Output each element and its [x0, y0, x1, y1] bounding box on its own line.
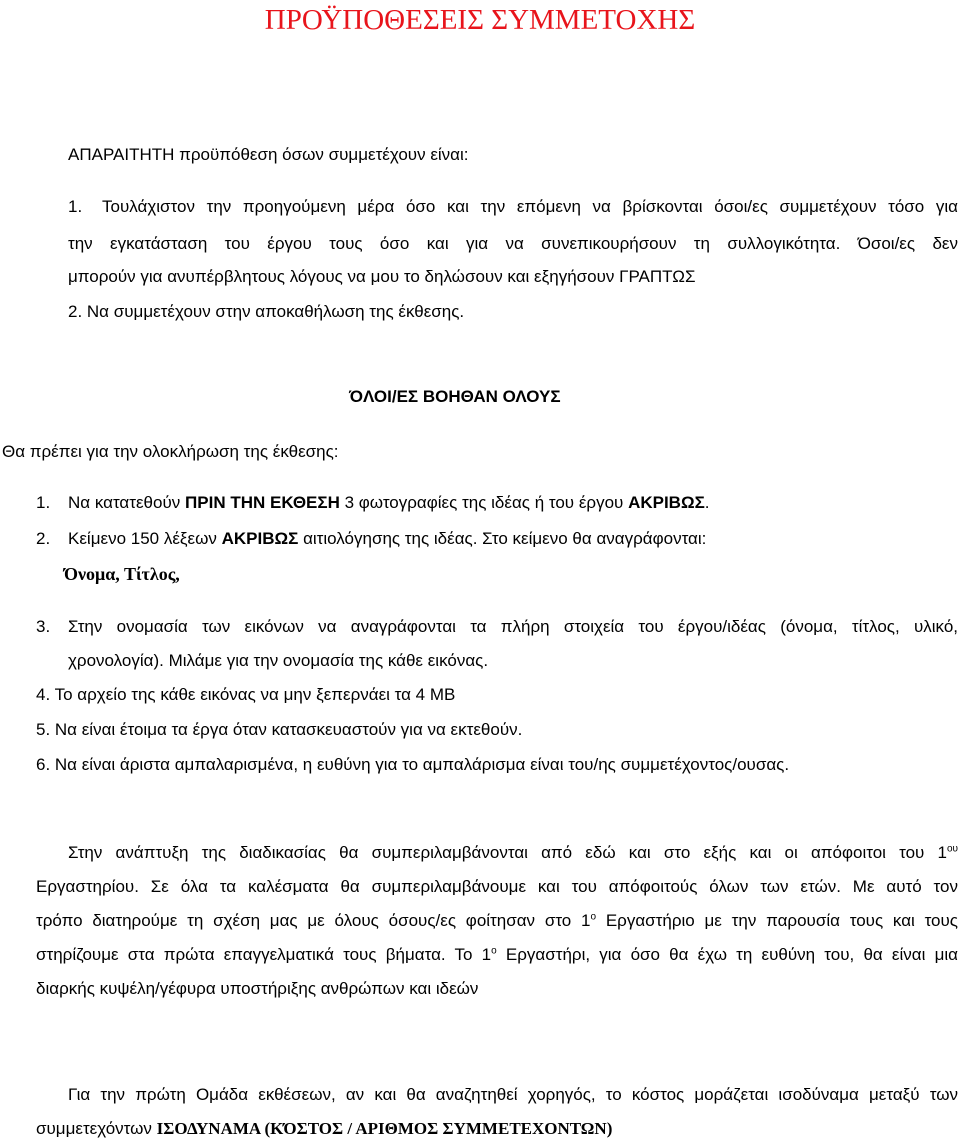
- motto: ΌΛΟΙ/ΕΣ ΒΟΗΘΑΝ ΟΛΟΥΣ: [349, 387, 561, 406]
- completion-item-2-number: 2.: [36, 529, 51, 548]
- completion-item-2: [68, 529, 706, 549]
- text: Κείμενο 150 λέξεων: [68, 529, 222, 548]
- paragraph-line-1: [68, 843, 958, 863]
- completion-item-1: [68, 493, 710, 513]
- paragraph-line-4: [36, 945, 958, 965]
- requirement-item-1-line-1: Τουλάχιστον την προηγούμενη μέρα όσο και την επόμενη να βρίσκονται όσοι/ες συμμετέχουν τόσο για: [102, 197, 958, 216]
- text: 3 φωτογραφίες της ιδέας ή του έργου: [339, 493, 629, 512]
- paragraph-line-2: Εργαστηρίου. Σε όλα τα καλέσματα θα συμπεριλαμβάνουμε και του απόφοιτούς όλων των ετών. Με αυτό τον: [36, 877, 958, 896]
- text: .: [704, 493, 710, 512]
- completion-item-3-number: 3.: [36, 617, 51, 636]
- completion-item-6: 6. Να είναι άριστα αμπαλαρισμένα, η ευθύνη για το αμπαλάρισμα είναι του/ης συμμετέχοντος/ουσας.: [36, 755, 790, 774]
- sponsorship-line-2: [36, 1119, 612, 1139]
- text: Στην ανάπτυξη της διαδικασίας θα συμπεριλαμβάνονται από εδώ και στο εξής και οι απόφοιτοι του 1: [68, 843, 947, 862]
- text: τρόπο διατηρούμε τη σχέση μας με όλους όσους/ες φοίτησαν στο 1: [36, 911, 591, 930]
- completion-item-4: 4. Το αρχείο της κάθε εικόνας να μην ξεπερνάει τα 4 MB: [36, 685, 456, 704]
- text: Εργαστήριο με την παρουσία τους και τους: [596, 911, 959, 930]
- text: αιτιολόγησης της ιδέας. Στο κείμενο θα αναγράφονται:: [298, 529, 707, 548]
- emphasis: ΠΡΙΝ ΤΗΝ ΕΚΘΕΣΗ: [184, 493, 340, 512]
- requirement-item-1-line-3: μπορούν για ανυπέρβλητους λόγους να μου το δηλώσουν και εξηγήσουν ΓΡΑΠΤΩΣ: [68, 267, 696, 286]
- emphasis: ΑΚΡΙΒΩΣ: [628, 493, 705, 512]
- completion-item-1-number: 1.: [36, 493, 51, 512]
- superscript: ο: [491, 945, 497, 957]
- requirement-lead: [68, 145, 469, 165]
- emphasis: ΑΚΡΙΒΩΣ: [221, 529, 299, 548]
- paragraph-line-5: διαρκής κυψέλη/γέφυρα υποστήριξης ανθρώπων και ιδεών: [36, 979, 479, 998]
- completion-item-3-line-2: χρονολογία). Μιλάμε για την ονομασία της κάθε εικόνας.: [68, 651, 489, 670]
- text: Να κατατεθούν: [68, 493, 185, 512]
- text: συμμετεχόντων: [36, 1119, 157, 1138]
- requirement-lead-bold: ΑΠΑΡΑΙΤΗΤΗ: [68, 145, 175, 164]
- requirement-item-1-line-2: την εγκατάσταση του έργου τους όσο και για να συνεπικουρήσουν τη συλλογικότητα. Όσοι/ες δεν: [68, 234, 958, 253]
- completion-item-2-fields: Όνομα, Τίτλος,: [64, 564, 180, 584]
- completion-item-3-line-1: Στην ονομασία των εικόνων να αναγράφονται τα πλήρη στοιχεία του έργου/ιδέας (όνομα, τίτλος, υλικό,: [68, 617, 958, 636]
- text: στηρίζουμε στα πρώτα επαγγελματικά τους βήματα. Το 1: [36, 945, 492, 964]
- text: Εργαστήρι, για όσο θα έχω τη ευθύνη του, θα είναι μια: [496, 945, 958, 964]
- emphasis: ΙΣΟΔΥΝΑΜΑ (ΚΌΣΤΟΣ / ΑΡΙΘΜΟΣ ΣΥΜΜΕΤΕΧΟΝΤΩΝ): [156, 1119, 613, 1138]
- requirement-lead-text: προϋπόθεση όσων συμμετέχουν είναι:: [174, 145, 469, 164]
- paragraph-line-3: [36, 911, 958, 931]
- superscript: ο: [590, 911, 597, 923]
- requirement-item-1-number: 1.: [68, 197, 83, 216]
- completion-heading: Θα πρέπει για την ολοκλήρωση της έκθεσης:: [2, 442, 339, 461]
- requirement-item-2: 2. Να συμμετέχουν στην αποκαθήλωση της έκθεσης.: [68, 302, 465, 321]
- sponsorship-line-1: Για την πρώτη Ομάδα εκθέσεων, αν και θα αναζητηθεί χορηγός, το κόστος μοράζεται ισοδύναμα μεταξύ των: [68, 1085, 958, 1104]
- superscript: ου: [946, 843, 958, 855]
- page-title: ΠΡΟΫΠΟΘΕΣΕΙΣ ΣΥΜΜΕΤΟΧΗΣ: [264, 4, 696, 36]
- completion-item-5: 5. Να είναι έτοιμα τα έργα όταν κατασκευαστούν για να εκτεθούν.: [36, 720, 523, 739]
